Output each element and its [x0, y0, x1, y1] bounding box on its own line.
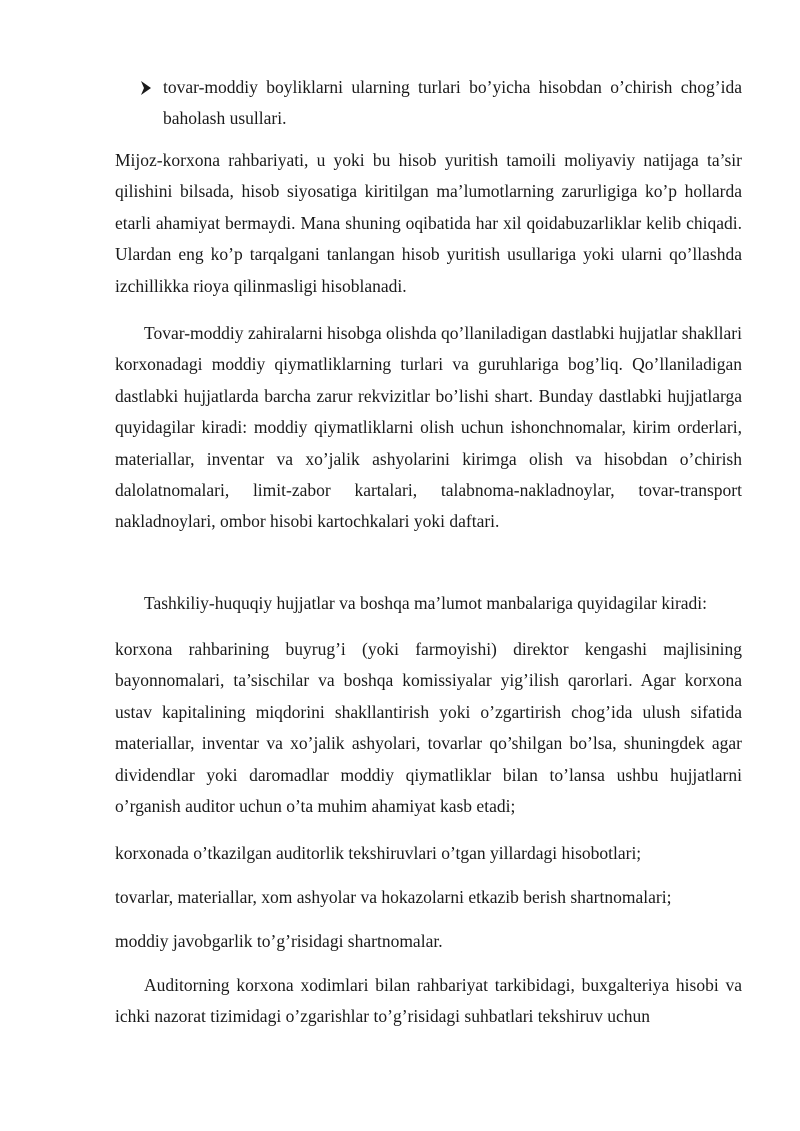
paragraph-5: korxonada o’tkazilgan auditorlik tekshiruvlari o’tgan yillardagi hisobotlari; [115, 843, 642, 863]
paragraph-1: Mijoz-korxona rahbariyati, u yoki bu hisob yuritish tamoili moliyaviy natijaga ta’sir qilishini bilsada, hisob siyosatiga kiritilgan ma’lumotlarning zarurligiga ko’p hollarda etarli ahamiyat bermaydi. Mana shuning oqibatida har xil qoidabuzarliklar kelib chiqadi. Ulardan eng ko’p tarqalgani tanlangan hisob yuritish usullariga yoki ularni qo’llashda izchillikka rioya qilinmasligi hisoblanadi. [115, 150, 742, 296]
paragraph-3: Tashkiliy-huquqiy hujjatlar va boshqa ma’lumot manbalariga quyidagilar kiradi: [144, 593, 708, 613]
paragraph-7: moddiy javobgarlik to’g’risidagi shartnomalar. [115, 931, 443, 951]
arrowhead-bullet-icon [138, 72, 154, 103]
paragraph-6: tovarlar, materiallar, xom ashyolar va hokazolarni etkazib berish shartnomalari; [115, 887, 672, 907]
paragraph-4: korxona rahbarining buyrug’i (yoki farmoyishi) direktor kengashi majlisining bayonnomalari, ta’sischilar va boshqa komissiyalar yig’ilish qarorlari. Agar korxona ustav kapitalining miqdorini shakllantirish yoki o’zgartirish chog’ida ulush sifatida materiallar, inventar va xo’jalik ashyolari, tovarlar qo’shilgan bo’lsa, shuningdek agar dividendlar yoki daromadlar moddiy qiymatliklar bilan to’lansa ushbu hujjatlarni o’rganish auditor uchun o’ta muhim ahamiyat kasb etadi; [115, 639, 742, 817]
bullet-list-item [138, 72, 742, 135]
paragraph-8: Auditorning korxona xodimlari bilan rahbariyat tarkibidagi, buxgalteriya hisobi va ichki nazorat tizimidagi o’zgarishlar to’g’risidagi suhbatlari tekshiruv uchun [115, 975, 742, 1027]
paragraph-2: Tovar-moddiy zahiralarni hisobga olishda qo’llaniladigan dastlabki hujjatlar shakllari korxonadagi moddiy qiymatliklarning turlari va guruhlariga bog’liq. Qo’llaniladigan dastlabki hujjatlarda barcha zarur rekvizitlar bo’lishi shart. Bunday dastlabki hujjatlarga quyidagilar kiradi: moddiy qiymatliklarni olish uchun ishonchnomalar, kirim orderlari, materiallar, inventar va xo’jalik ashyolarini kirimga olish va hisobdan o’chirish dalolatnomalari, limit-zabor kartalari, talabnoma-nakladnoylar, tovar-transport nakladnoylari, ombor hisobi kartochkalari yoki daftari. [115, 323, 742, 532]
bullet-text: tovar-moddiy boyliklarni ularning turlari bo’yicha hisobdan o’chirish chog’ida baholash usullari. [163, 77, 742, 129]
